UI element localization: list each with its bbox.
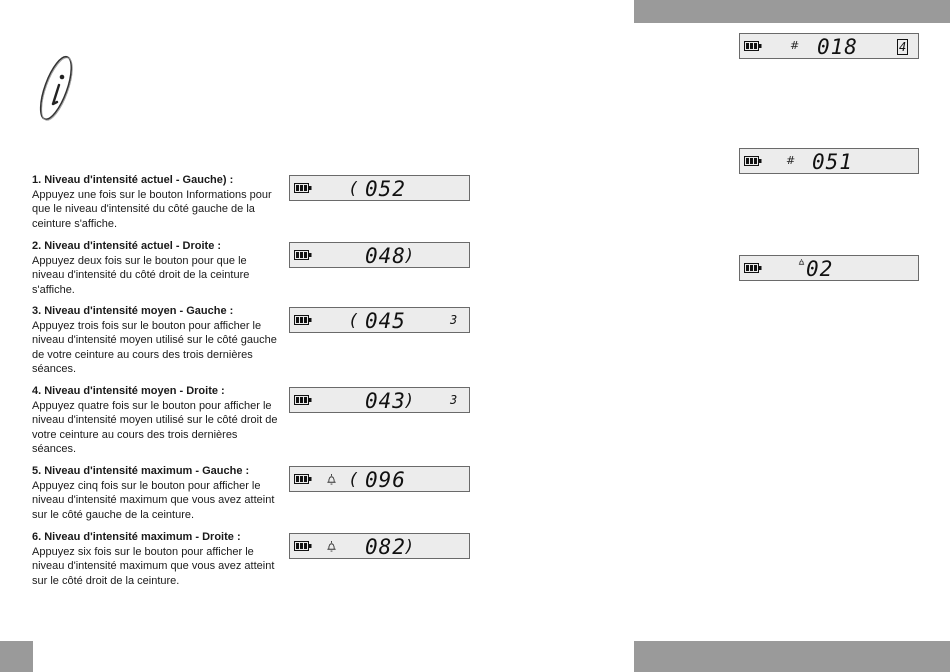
instruction-body: Appuyez quatre fois sur le bouton pour afficher le niveau d'intensité moyen utilisé sur le côté droit de votre ceinture au cours des trois dernières séances. — [32, 399, 278, 456]
intensity-value: 048 — [365, 244, 406, 268]
instruction-6 — [32, 530, 282, 588]
battery-icon — [294, 474, 312, 484]
battery-icon — [744, 263, 762, 273]
instruction-title: 3. Niveau d'intensité moyen - Gauche : — [32, 305, 234, 317]
instruction-title: 2. Niveau d'intensité actuel - Droite : — [32, 240, 222, 252]
battery-icon — [294, 183, 312, 193]
intensity-value: 043 — [365, 389, 406, 413]
instruction-body: Appuyez cinq fois sur le bouton pour afficher le niveau d'intensité maximum que vous avez atteint sur le côté gauche de la ceinture. — [32, 479, 275, 521]
bell-icon — [326, 540, 337, 553]
right-side-indicator: ) — [406, 246, 413, 266]
battery-icon — [744, 156, 762, 166]
session-value: 018 — [817, 35, 858, 59]
lcd-display-right-1 — [739, 33, 919, 59]
footer-bar-left — [0, 641, 33, 672]
instruction-body: Appuyez six fois sur le bouton pour afficher le niveau d'intensité maximum que vous avez atteint sur le côté droit de la ceinture. — [32, 545, 275, 587]
intensity-value: 082 — [365, 535, 406, 559]
lcd-display-right-3 — [739, 255, 919, 281]
battery-icon — [294, 395, 312, 405]
right-side-indicator: ) — [406, 391, 413, 411]
instruction-2 — [32, 239, 282, 297]
instruction-1 — [32, 173, 282, 231]
lcd-display-3 — [289, 307, 470, 333]
instruction-3 — [32, 304, 282, 377]
session-count: 3 — [450, 313, 458, 327]
intensity-value: 052 — [365, 177, 406, 201]
session-number-symbol: # — [790, 39, 800, 52]
left-side-indicator: ( — [350, 179, 357, 199]
intensity-value: 045 — [365, 309, 406, 333]
lcd-display-1 — [289, 175, 470, 201]
instruction-body: Appuyez une fois sur le bouton Informations pour que le niveau d'intensité du côté gauche de la ceinture s'affiche. — [32, 188, 272, 230]
footer-bar-right — [634, 641, 950, 672]
boxed-counter: 4 — [899, 40, 907, 54]
bell-icon — [326, 473, 337, 486]
left-side-indicator: ( — [350, 311, 357, 331]
instruction-title: 4. Niveau d'intensité moyen - Droite : — [32, 385, 225, 397]
session-count: 3 — [450, 393, 458, 407]
battery-icon — [294, 315, 312, 325]
instruction-5 — [32, 464, 282, 522]
session-number-symbol: # — [786, 154, 796, 167]
lcd-display-right-2 — [739, 148, 919, 174]
session-value: 051 — [812, 150, 853, 174]
lcd-display-4 — [289, 387, 470, 413]
bell-icon — [798, 258, 805, 267]
right-side-indicator: ) — [406, 537, 413, 557]
header-bar-right — [634, 0, 950, 23]
battery-icon — [294, 250, 312, 260]
left-side-indicator: ( — [350, 470, 357, 490]
battery-icon — [294, 541, 312, 551]
lcd-display-6 — [289, 533, 470, 559]
instruction-title: 5. Niveau d'intensité maximum - Gauche : — [32, 465, 250, 477]
lcd-display-5 — [289, 466, 470, 492]
lcd-display-2 — [289, 242, 470, 268]
info-icon — [34, 52, 78, 124]
instruction-title: 1. Niveau d'intensité actuel - Gauche) : — [32, 174, 234, 186]
battery-icon — [744, 41, 762, 51]
instruction-body: Appuyez trois fois sur le bouton pour afficher le niveau d'intensité moyen utilisé sur le côté gauche de votre ceinture au cours des trois dernières séances. — [32, 319, 277, 376]
instruction-title: 6. Niveau d'intensité maximum - Droite : — [32, 531, 241, 543]
instruction-4 — [32, 384, 282, 457]
instruction-body: Appuyez deux fois sur le bouton pour que le niveau d'intensité du côté droit de la ceinture s'affiche. — [32, 254, 250, 296]
intensity-value: 096 — [365, 468, 406, 492]
level-value: 02 — [806, 257, 834, 281]
